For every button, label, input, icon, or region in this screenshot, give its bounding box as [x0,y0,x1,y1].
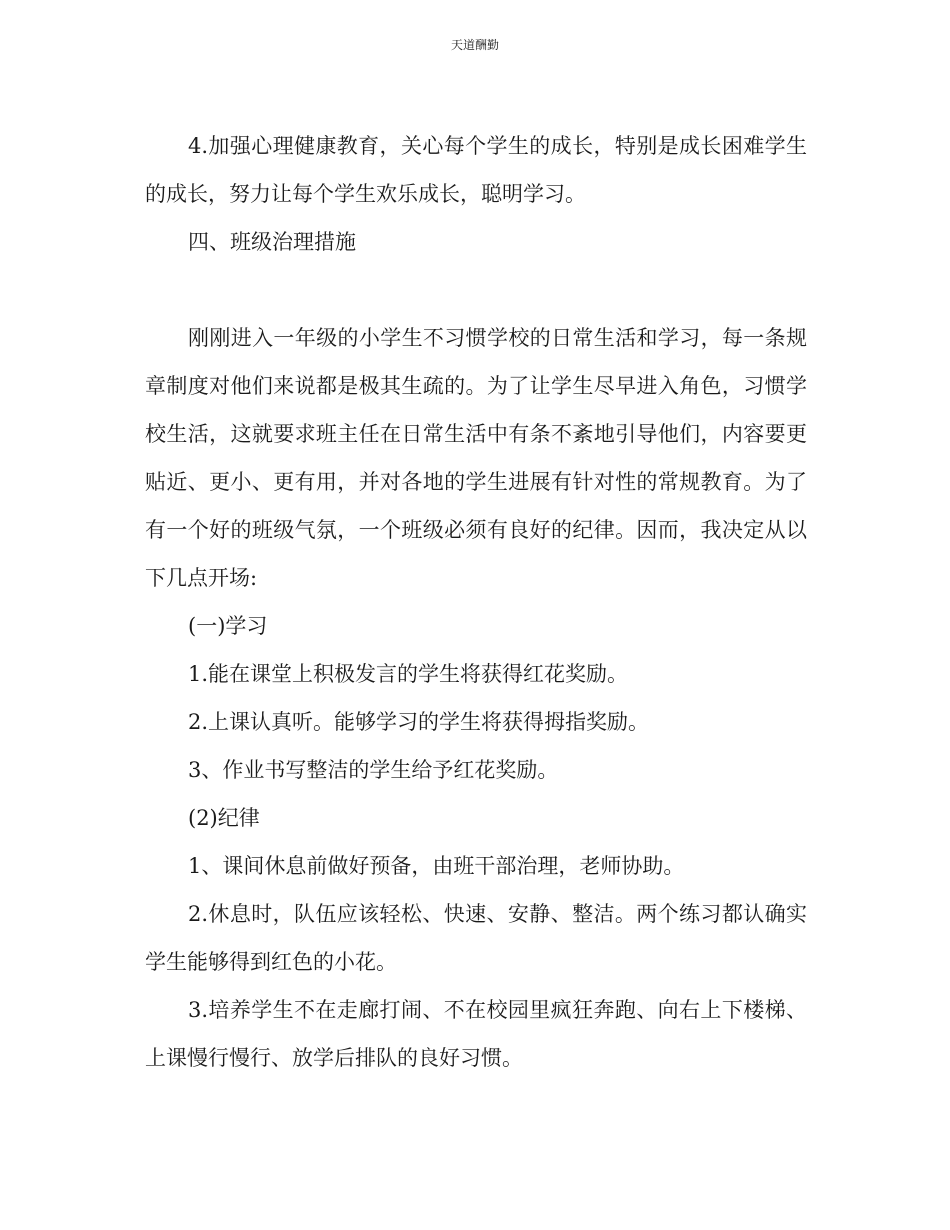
list-item-discipline-1: 1、课间休息前做好预备，由班干部治理，老师协助。 [188,854,685,878]
paragraph-introduction: 刚刚进入一年级的小学生不习惯学校的日常生活和学习，每一条规章制度对他们来说都是极其生疏的。为了让学生尽早进入角色，习惯学校生活，这就要求班主任在日常生活中有条不紊地引导他们，内容要更贴近、更小、更有用，并对各地的学生进展有针对性的常规教育。为了有一个好的班级气氛，一个班级必须有良好的纪律。因而，我决定从以下几点开场: [145,326,807,590]
list-item-discipline-2: 2.休息时，队伍应该轻松、快速、安静、整洁。两个练习都认确实学生能够得到红色的小花。 [145,902,807,974]
list-item-study-1: 1.能在课堂上积极发言的学生将获得红花奖励。 [188,662,629,686]
list-item-study-3: 3、作业书写整洁的学生给予红花奖励。 [188,758,559,782]
subheading-study: (一)学习 [188,614,268,638]
section-heading-class-management: 四、班级治理措施 [188,230,356,254]
document-body [145,122,807,1082]
paragraph-spacer [145,266,807,314]
page-header: 天道酬勤 [450,38,499,52]
subheading-discipline: (2)纪律 [188,806,260,830]
paragraph-mental-health: 4.加强心理健康教育，关心每个学生的成长，特别是成长困难学生的成长，努力让每个学生欢乐成长，聪明学习。 [145,134,807,206]
list-item-discipline-3: 3.培养学生不在走廊打闹、不在校园里疯狂奔跑、向右上下楼梯、上课慢行慢行、放学后排队的良好习惯。 [145,998,807,1070]
list-item-study-2: 2.上课认真听。能够学习的学生将获得拇指奖励。 [188,710,650,734]
